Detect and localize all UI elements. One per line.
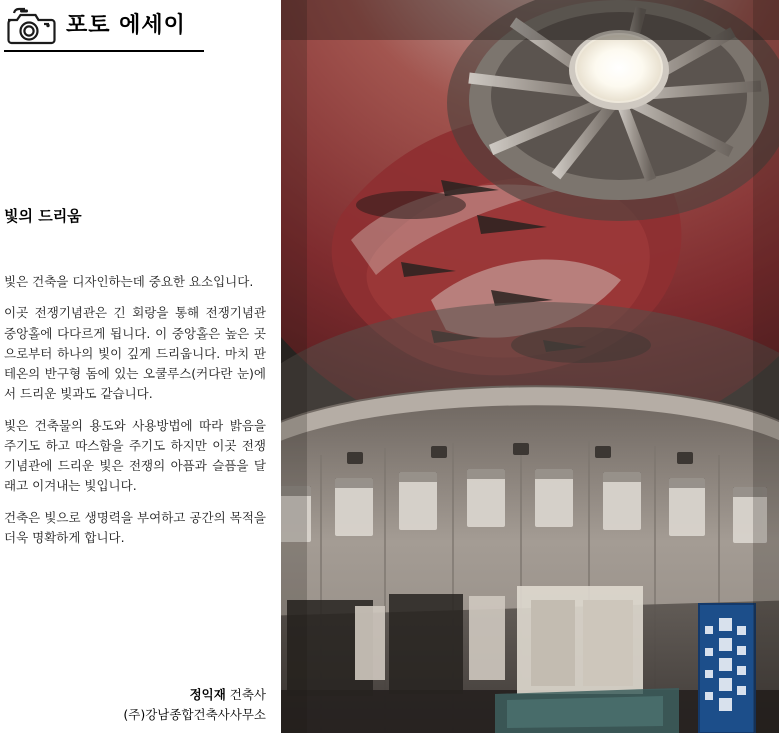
masthead-divider bbox=[4, 50, 204, 52]
left-column bbox=[0, 0, 280, 733]
author-name: 정익재 bbox=[189, 687, 226, 702]
page-title: 빛의 드리움 bbox=[4, 207, 82, 225]
author-firm: (주)강남종합건축사사무소 bbox=[123, 707, 266, 722]
byline bbox=[4, 685, 266, 725]
masthead-title: 포토 에세이 bbox=[66, 13, 186, 38]
camera-icon bbox=[4, 7, 58, 47]
article-paragraph: 빛은 건축을 디자인하는데 중요한 요소입니다. bbox=[4, 274, 254, 289]
masthead bbox=[4, 4, 276, 50]
article-body bbox=[4, 272, 266, 559]
article-paragraph: 이곳 전쟁기념관은 긴 회랑을 통해 전쟁기념관 중앙홀에 다다르게 됩니다. 이 중앙홀은 높은 곳으로부터 하나의 빛이 깊게 드리웁니다. 마치 판테온의 반구형 돔에 있는 오쿨루스(커다란 눈)에서 드리운 빛과도 같습니다. bbox=[4, 305, 266, 402]
article-paragraph: 건축은 빛으로 생명력을 부여하고 공간의 목적을 더욱 명확하게 합니다. bbox=[4, 509, 266, 545]
photo-image bbox=[281, 0, 779, 733]
article-paragraph: 빛은 건축물의 용도와 사용방법에 따라 밝음을 주기도 하고 따스함을 주기도 하지만 이곳 전쟁기념관에 드리운 빛은 전쟁의 아픔과 슬픔을 달래고 이겨내는 빛입니다. bbox=[4, 417, 266, 494]
author-role: 건축사 bbox=[225, 687, 266, 702]
